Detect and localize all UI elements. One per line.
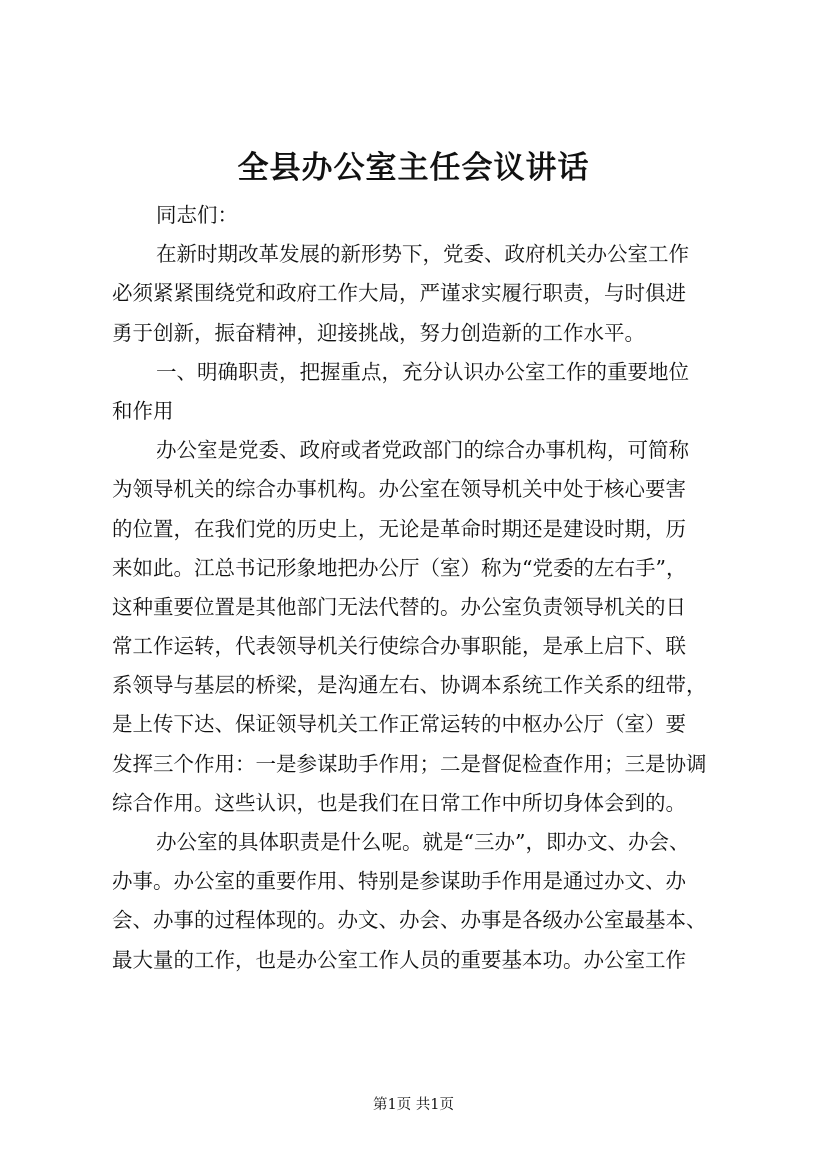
text-line: 发挥三个作用：一是参谋助手作用；二是督促检查作用；三是协调 [112, 751, 707, 776]
text-line: 常工作运转，代表领导机关行使综合办事职能，是承上启下、联 [112, 634, 686, 659]
text-line: 必须紧紧围绕党和政府工作大局，严谨求实履行职责，与时俱进 [112, 281, 686, 306]
document-title: 全县办公室主任会议讲话 [237, 150, 590, 186]
section-heading-line: 一、明确职责，把握重点，充分认识办公室工作的重要地位 [156, 359, 689, 384]
document-body [112, 196, 732, 980]
text-line: 最大量的工作，也是办公室工作人员的重要基本功。办公室工作 [112, 947, 686, 972]
text-line: 是上传下达、保证领导机关工作正常运转的中枢办公厅（室）要 [112, 712, 686, 737]
text-line: 办公室是党委、政府或者党政部门的综合办事机构，可简称 [156, 438, 689, 463]
text-line: 同志们： [156, 203, 238, 227]
text-line: 来如此。江总书记形象地把办公厅（室）称为“党委的左右手”， [112, 555, 687, 580]
text-line: 综合作用。这些认识，也是我们在日常工作中所切身体会到的。 [112, 790, 686, 815]
text-line: 这种重要位置是其他部门无法代替的。办公室负责领导机关的日 [112, 594, 686, 619]
text-line: 会、办事的过程体现的。办文、办会、办事是各级办公室最基本、 [112, 908, 707, 933]
text-line: 在新时期改革发展的新形势下，党委、政府机关办公室工作 [156, 242, 689, 267]
text-line: 的位置，在我们党的历史上，无论是革命时期还是建设时期，历 [112, 516, 686, 541]
text-line: 勇于创新，振奋精神，迎接挑战，努力创造新的工作水平。 [112, 320, 645, 345]
page-number-footer: 第1页 共1页 [372, 1097, 455, 1113]
text-line: 办事。办公室的重要作用、特别是参谋助手作用是通过办文、办 [112, 869, 686, 894]
text-line: 为领导机关的综合办事机构。办公室在领导机关中处于核心要害 [112, 477, 686, 502]
text-line: 系领导与基层的桥梁，是沟通左右、协调本系统工作关系的纽带， [112, 673, 707, 698]
text-line: 办公室的具体职责是什么呢。就是“三办”，即办文、办会、 [156, 830, 690, 854]
section-heading-line: 和作用 [112, 398, 174, 423]
